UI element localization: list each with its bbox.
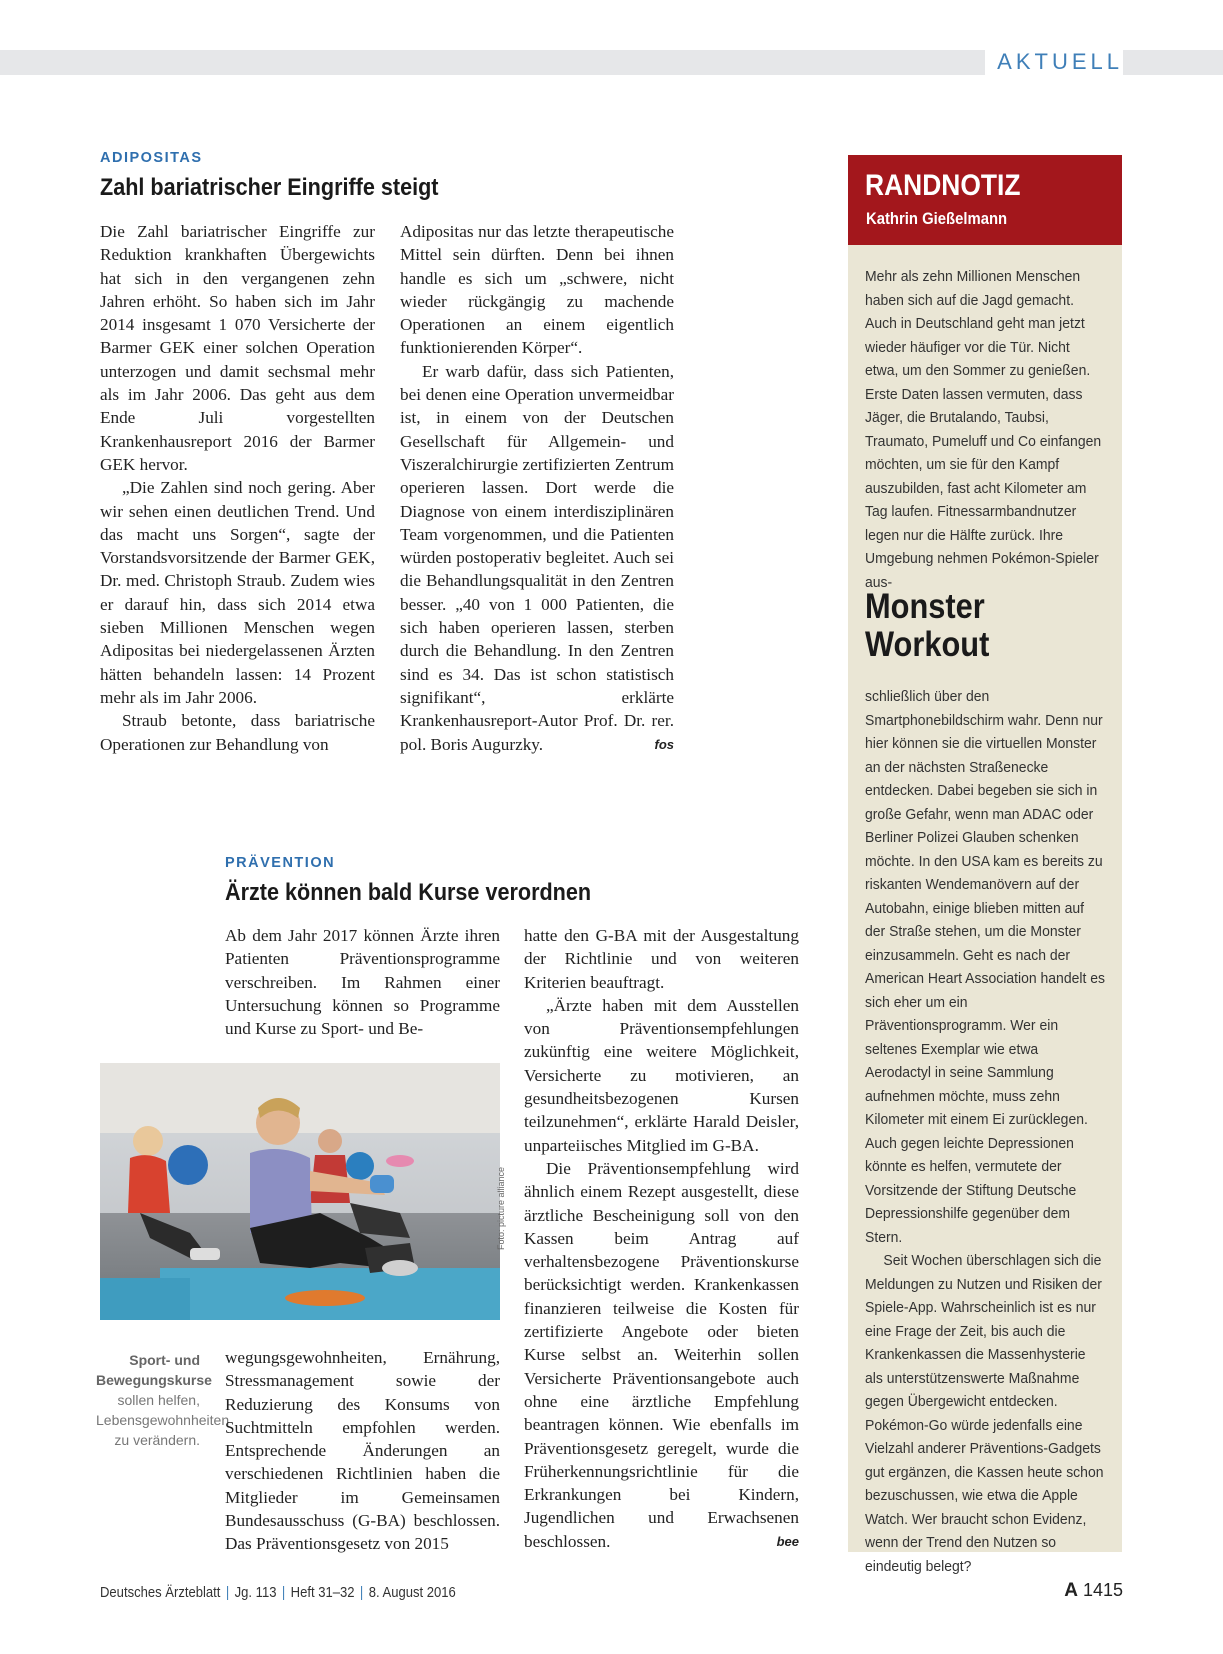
sidebar-author: Kathrin Gießelmann — [866, 210, 1008, 228]
sidebar-text-bottom — [865, 685, 1106, 1578]
article1-column-1 — [100, 220, 375, 756]
photo-caption — [96, 1350, 230, 1450]
heading-line: Monster — [865, 587, 985, 626]
sidebar-heading — [865, 588, 989, 664]
article2-kicker: PRÄVENTION — [225, 855, 336, 871]
sidebar-title: RANDNOTIZ — [865, 169, 1021, 202]
paragraph: Die Zahl bariatrischer Eingriffe zur Reduktion krankhaften Übergewichts hat sich in den vergangenen zehn Jahren erhöht. So haben sich im Jahr 2014 insgesamt 1 070 Versicherte der Barmer GEK einer solchen Operation unterzogen und damit sechsmal mehr als im Jahr 2006. Das geht aus dem Ende Juli vorgestellten Krankenhausreport 2016 der Barmer GEK hervor. — [100, 222, 375, 474]
article1-column-2 — [400, 220, 674, 756]
paragraph-text: Er warb dafür, dass sich Patienten, bei denen eine Operation unvermeidbar ist, in einem von der Deutschen Gesellschaft für Allgemein- und Viszeralchirurgie zertifizierten Zentrum operieren lassen. Dort werde die Diagnose von einem interdisziplinären Team vorgenommen, und die Patienten würden postoperativ begleitet. Auch sei die Behandlungsqualität in den Zentren besser. „40 von 1 000 Patienten, die sich haben operieren lassen, sterben durch die Behandlung. In den Zentren sind es 34. Das ist schon statistisch signifikant“, erklärte Krankenhausreport-Autor Prof. Dr. rer. pol. Boris Augurzky. — [400, 361, 674, 754]
heading-line: Workout — [865, 625, 990, 664]
paragraph: Adipositas nur das letzte therapeutische Mittel sein dürften. Denn bei ihnen handle es sich um „schwere, nicht wieder rückgängig zu machende Operationen an einem eigentlich funktionierenden Körper“. — [400, 222, 674, 358]
page-number — [1064, 1580, 1123, 1602]
article2-column-1-top — [225, 924, 500, 1040]
paragraph: hatte den G-BA mit der Ausgestaltung der Richtlinie und von weiteren Kriterien beauftragt. — [524, 926, 799, 992]
fitness-class-photo — [100, 1063, 500, 1320]
caption-text: sollen helfen, Lebensgewohnheiten zu verändern. — [96, 1392, 230, 1448]
article1-kicker: ADIPOSITAS — [100, 150, 203, 166]
photo-credit: Foto: picture alliance — [496, 1166, 506, 1250]
caption-bold: Sport- und Bewegungskurse — [96, 1352, 212, 1388]
article2-column-2 — [524, 924, 799, 1553]
sidebar-header — [848, 155, 1122, 245]
paragraph: Ab dem Jahr 2017 können Ärzte ihren Patienten Präventionsprogramme verschreiben. Im Rahmen einer Untersuchung können so Programme und Kurse zu Sport- und Be- — [225, 926, 500, 1039]
paragraph: Seit Wochen überschlagen sich die Meldungen zu Nutzen und Risiken der Spiele-App. Wahrscheinlich ist es nur eine Frage der Zeit, bis auch die Krankenkassen die Massenhysterie als unterstützenswerte Maßnahme gegen Übergewicht entdecken. Pokémon-Go würde jedenfalls eine Vielzahl anderer Präventions-Gadgets gut ergänzen, die Kassen heute schon bezuschussen, wie etwa die Apple Watch. Wer braucht schon Evidenz, wenn der Trend den Nutzen so eindeutig belegt? — [865, 1252, 1104, 1575]
paragraph: schließlich über den Smartphonebildschirm wahr. Denn nur hier können sie die virtuellen Monster an der nächsten Straßenecke entdecken. Dabei begeben sie sich in große Gefahr, wenn man ADAC oder Berliner Polizei Glauben schenken möchte. In den USA kam es bereits zu riskanten Wendemanövern auf der Autobahn, einige blieben mitten auf der Straße stehen, um die Monster einzusammeln. Geht es nach der American Heart Association handelt es sich eher um ein Präventionsprogramm. Wer ein seltenes Exemplar wie etwa Aerodactyl in seine Sammlung aufnehmen möchte, muss zehn Kilometer mit einem Ei zurücklegen. Auch gegen leichte Depressionen könnte es helfen, vermutete der Vorsitzende der Stiftung Deutsche Depressionshilfe gegenüber dem Stern. — [865, 688, 1105, 1246]
footer-citation — [100, 1585, 456, 1601]
article1-title: Zahl bariatrischer Eingriffe steigt — [100, 174, 439, 201]
author-initials: bee — [776, 1533, 799, 1549]
paragraph: Mehr als zehn Millionen Menschen haben sich auf die Jagd gemacht. Auch in Deutschland geht man jetzt wieder häufiger vor die Tür. Nicht etwa, um den Sommer zu genießen. Erste Daten lassen vermuten, dass Jäger, die Brutalando, Taubsi, Traumato, Pumeluff und Co einfangen möchten, um sie für den Kampf auszubilden, fast acht Kilometer am Tag laufen. Fitnessarmbandnutzer legen nur die Hälfte zurück. Ihre Umgebung nehmen Pokémon-Spieler aus- — [865, 268, 1102, 591]
date: 8. August 2016 — [368, 1585, 456, 1601]
paragraph: wegungsgewohnheiten, Ernährung, Stressmanagement sowie der Reduzierung des Konsums von Suchtmitteln empfohlen werden. Entsprechende Änderungen an verschiedenen Richtlinien haben die Mitglieder im Gemeinsamen Bundesausschuss (G-BA) beschlossen. Das Präventionsgesetz von 2015 — [225, 1348, 500, 1554]
author-initials: fos — [654, 736, 674, 752]
issue: Heft 31–32 — [290, 1585, 355, 1601]
photo-illustration — [100, 1063, 500, 1320]
article2-title: Ärzte können bald Kurse verordnen — [225, 879, 592, 906]
divider: | — [225, 1585, 230, 1601]
section-label: AKTUELL — [985, 48, 1123, 76]
randnotiz-sidebar — [848, 155, 1122, 1575]
paragraph: „Ärzte haben mit dem Ausstellen von Präventionsempfehlungen zukünftig eine weitere Möglichkeit, Versicherte zu motivieren, an gesundheitsbezogenen Kursen teilzunehmen“, erklärte Harald Deisler, unparteiisches Mitglied im G-BA. — [524, 995, 799, 1155]
paragraph — [524, 1157, 799, 1553]
sidebar-text-top — [865, 265, 1106, 594]
divider: | — [281, 1585, 286, 1601]
divider: | — [359, 1585, 364, 1601]
paragraph: „Die Zahlen sind noch gering. Aber wir sehen einen deutlichen Trend. Und das macht uns Sorgen“, sagte der Vorstandsvorsitzende der Barmer GEK, Dr. med. Christoph Straub. Zudem wies er darauf hin, dass sich 2014 etwa sieben Millionen Menschen wegen Adipositas bei niedergelassenen Ärzten hätten behandeln lassen: 14 Prozent mehr als im Jahr 2006. — [100, 478, 375, 707]
journal-name: Deutsches Ärzteblatt — [100, 1585, 221, 1601]
paragraph — [400, 360, 674, 756]
article2-column-1-bottom — [225, 1346, 500, 1556]
page-number-value: 1415 — [1082, 1580, 1123, 1600]
paragraph: Straub betonte, dass bariatrische Operationen zur Behandlung von — [100, 711, 375, 754]
paragraph-text: Die Präventionsempfehlung wird ähnlich einem Rezept ausgestellt, diese ärztliche Bescheinigung soll von den Kassen beim Antrag auf verhaltensbezogene Präventionskurse berücksichtigt werden. Krankenkassen finanzieren teilweise die Kosten für zertifizierte Angebote oder bieten Kurse selbst an. Weiterhin sollen Versicherte Präventionsangebote auch ohne eine ärztliche Empfehlung beantragen können. Wie ebenfalls im Präventionsgesetz geregelt, wurde die Früherkennungsrichtlinie für die Erkrankungen bei Kindern, Jugendlichen und Erwachsenen beschlossen. — [524, 1158, 799, 1551]
volume: Jg. 113 — [234, 1585, 277, 1601]
page-prefix: A — [1064, 1580, 1078, 1601]
